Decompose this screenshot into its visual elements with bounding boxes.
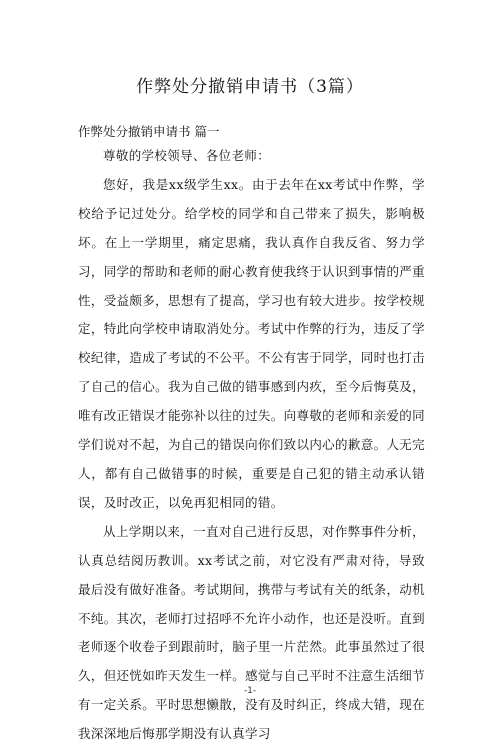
document-title: 作弊处分撤销申请书（3篇）	[136, 77, 364, 97]
body-paragraph-1: 您好，我是xx级学生xx。由于去年在xx考试中作弊，学校给予记过处分。给学校的同学和自己带来了损失，影响极坏。在上一学期里，痛定思痛，我认真作自我反省、努力学习，同学的帮助和老师的耐心教育使我终于认识到事情的严重性，受益颇多，思想有了提高，学习也有较大进步。按学校规定，特此向学校申请取消处分。考试中作弊的行为，违反了学校纪律，造成了考试的不公平。不公有害于同学，同时也打击了自己的信心。我为自己做的错事感到内疚，至今后悔莫及，唯有改正错误才能弥补以往的过失。向尊敬的老师和亲爱的同学们说对不起，为自己的错误向你们致以内心的歉意。人无完人，都有自己做错事的时候，重要是自己犯的错主动承认错误，及时改正，以免再犯相同的错。	[78, 176, 425, 510]
page-number: -1-	[243, 686, 257, 696]
document-body	[78, 142, 425, 749]
document-subtitle: 作弊处分撤销申请书 篇一	[78, 124, 220, 139]
salutation: 尊敬的学校领导、各位老师：	[103, 148, 271, 163]
body-paragraph-2: 从上学期以来，一直对自己进行反思，对作弊事件分析，认真总结阅历教训。xx考试之前，对它没有严肃对待，导致最后没有做好准备。考试期间，携带与考试有关的纸条，动机不纯。其次，老师打过招呼不允许小动作，也还是没听。直到老师逐个收卷子到跟前时，脑子里一片茫然。此事虽然过了很久，但还恍如昨天发生一样。感觉与自己平时不注意生活细节有一定关系。平时思想懒散，没有及时纠正，终成大错，现在我深深地后悔那学期没有认真学习	[78, 523, 425, 742]
